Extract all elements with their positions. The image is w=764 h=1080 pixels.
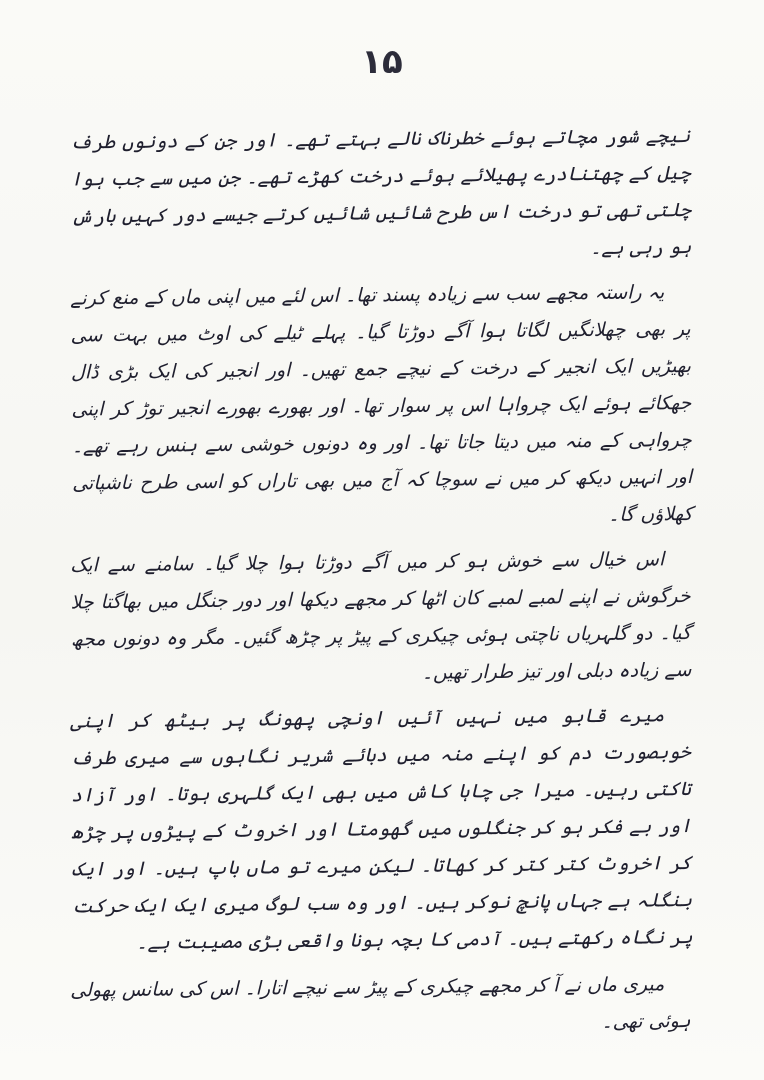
paragraph-2: یہ راستہ مجھے سب سے زیادہ پسند تھا۔ اس لئے میں اپنی ماں کے منع کرنے پر بھی چھلانگیں لگاتا ہوا آگے دوڑتا گیا۔ پہلے ٹیلے کی اوٹ میں بہت سی بھیڑیں ایک انجیر کے درخت کے نیچے جمع تھیں۔ اور انجیر کی ایک بڑی ڈال جھکائے ہوئے ایک چرواہا اس پر سوار تھا۔ اور بھورے بھورے انجیر توڑ کر اپنی چرواہی کے منہ میں دیتا جاتا تھا۔ اور وہ دونوں خوشی سے ہنس رہے تھے۔ اور انہیں دیکھ کر میں نے سوچا کہ آج میں بھی تاراں کو اسی طرح ناشپاتی کھلاؤں گا۔: [70, 281, 693, 526]
page-body: [70, 118, 693, 1040]
paragraph-3: اس خیال سے خوش ہو کر میں آگے دوڑتا ہوا چلا گیا۔ سامنے سے ایک خرگوش نے اپنے لمبے لمبے کان اٹھا کر مجھے دیکھا اور دور جنگل میں بھاگتا چلا گیا۔ دو گلہریاں ناچتی ہوئی چیکری کے پیڑ پر چڑھ گئیں۔ مگر وہ دونوں مجھ سے زیادہ دبلی اور تیز طرار تھیں۔: [70, 548, 692, 684]
page-number: ۱۵: [361, 42, 403, 82]
paragraph-5: میری ماں نے آ کر مجھے چیکری کے پیڑ سے نیچے اتارا۔ اس کی سانس پھولی ہوئی تھی۔: [70, 973, 691, 1033]
paragraph-4: میرے قابو میں نہیں آئیں اونچی پھونگ پر بیٹھ کر اپنی خوبصورت دم کو اپنے منہ میں دبائے شریر نگاہوں سے میری طرف تاکتی رہیں۔ میرا جی چاہا کاش میں بھی ایک گلہری ہوتا۔ اور آزاد اور بے فکر ہو کر جنگلوں میں گھومتا اور اخروٹ کے پیڑوں پر چڑھ کر اخروٹ کتر کتر کر کھاتا۔ لیکن میرے تو ماں باپ ہیں۔ اور ایک بنگلہ ہے جہاں پانچ نوکر ہیں۔ اور وہ سب لوگ میری ایک ایک حرکت پر نگاہ رکھتے ہیں۔ آدمی کا بچہ ہونا واقعی بڑی مصیبت ہے۔: [70, 704, 693, 954]
paragraph-1: نیچے شور مچاتے ہوئے خطرناک نالے بہتے تھے۔ اور جن کے دونوں طرف چیل کے چھتنادرے پھیلائے ہوئے درخت کھڑے تھے۔ جن میں سے جب ہوا چلتی تھی تو درخت اس طرح شائیں شائیں کرتے جیسے دور کہیں بارش ہو رہی ہے۔: [70, 124, 692, 260]
